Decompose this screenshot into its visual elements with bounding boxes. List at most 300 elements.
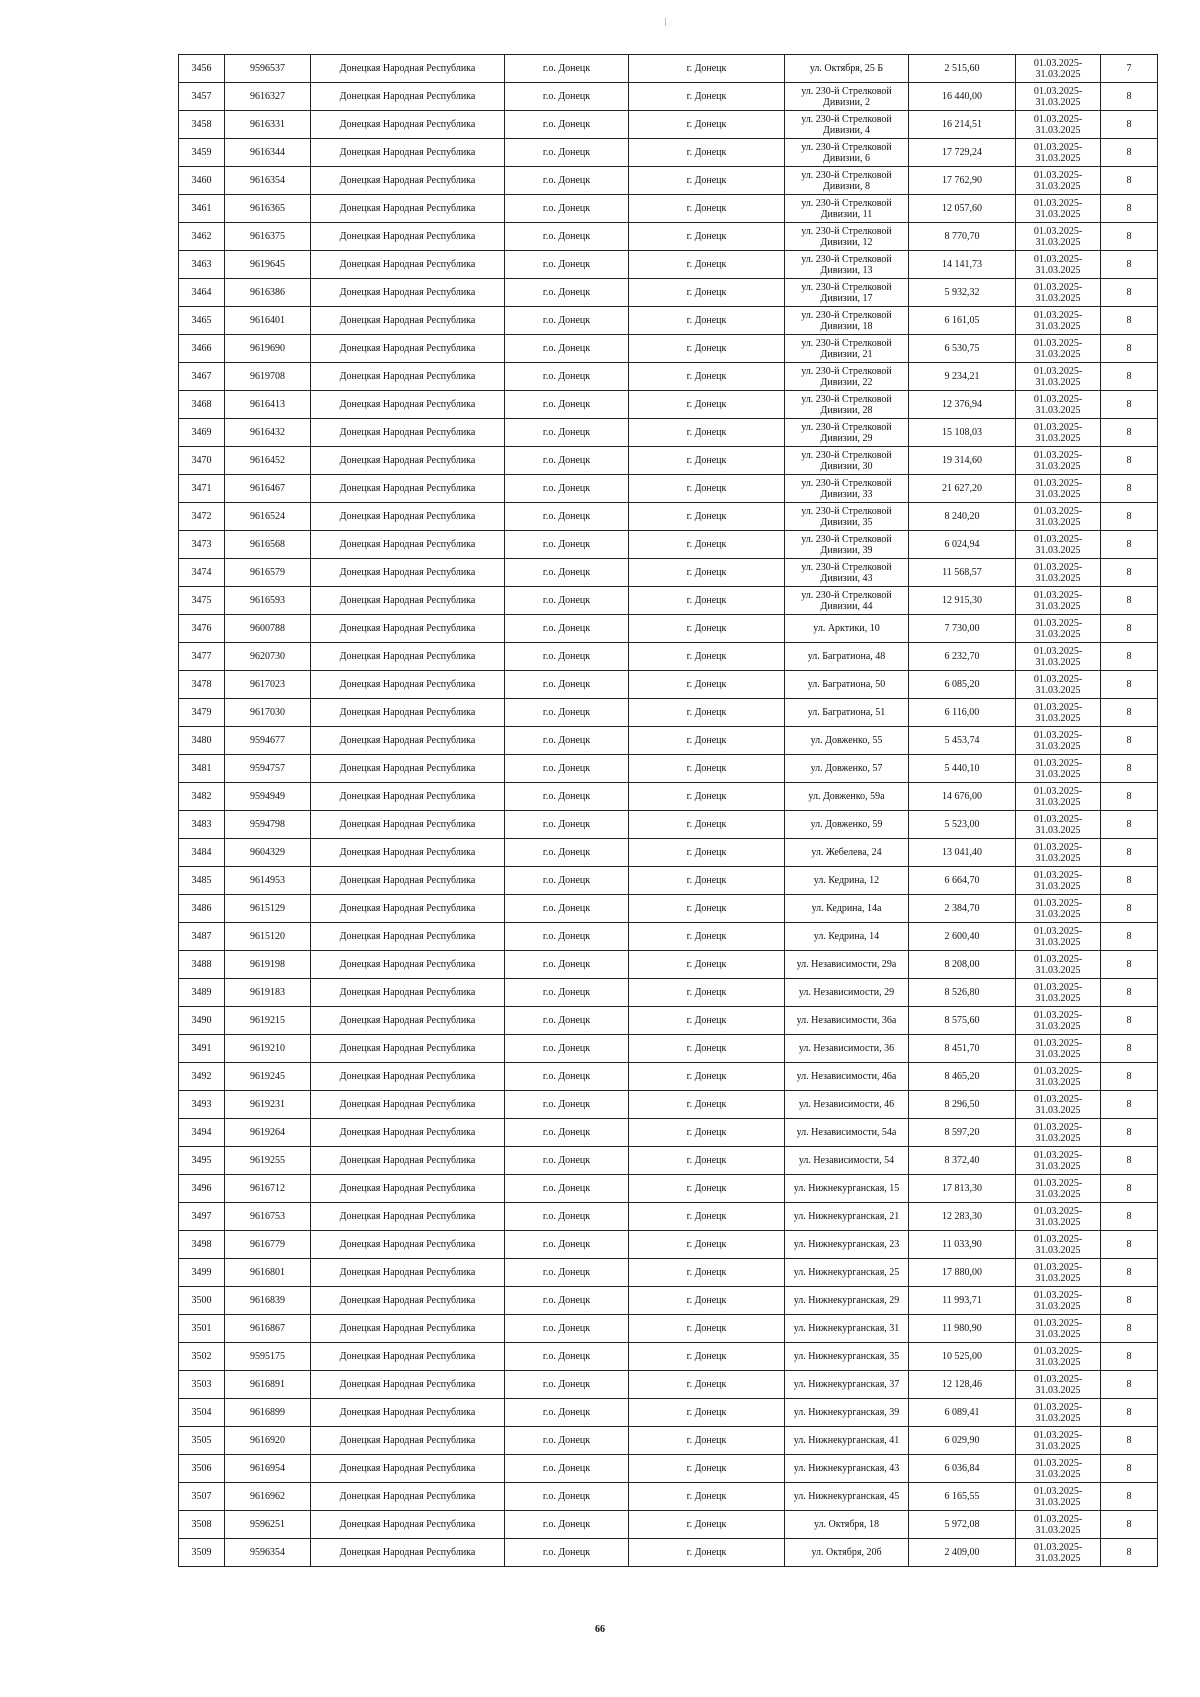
cell-period: 01.03.2025-31.03.2025 xyxy=(1016,279,1101,307)
cell-region: Донецкая Народная Республика xyxy=(311,839,505,867)
cell-object-id: 9616920 xyxy=(225,1427,311,1455)
cell-area: 5 440,10 xyxy=(909,755,1016,783)
registry-table xyxy=(178,54,1158,1567)
cell-value: 8 xyxy=(1101,755,1158,783)
cell-value: 8 xyxy=(1101,615,1158,643)
table-row xyxy=(179,1259,1158,1287)
cell-period: 01.03.2025-31.03.2025 xyxy=(1016,1147,1101,1175)
cell-municipal-district: г.о. Донецк xyxy=(505,1539,629,1567)
cell-value: 8 xyxy=(1101,1343,1158,1371)
cell-municipal-district: г.о. Донецк xyxy=(505,391,629,419)
cell-region: Донецкая Народная Республика xyxy=(311,1063,505,1091)
table-row xyxy=(179,1287,1158,1315)
cell-address: ул. Кедрина, 14 xyxy=(785,923,909,951)
table-row xyxy=(179,531,1158,559)
cell-settlement: г. Донецк xyxy=(629,1259,785,1287)
cell-address: ул. Нижнекурганская, 43 xyxy=(785,1455,909,1483)
cell-row-number: 3486 xyxy=(179,895,225,923)
table-row xyxy=(179,167,1158,195)
cell-object-id: 9616568 xyxy=(225,531,311,559)
cell-object-id: 9619245 xyxy=(225,1063,311,1091)
cell-row-number: 3492 xyxy=(179,1063,225,1091)
cell-address: ул. 230-й Стрелковой Дивизии, 21 xyxy=(785,335,909,363)
cell-value: 8 xyxy=(1101,1035,1158,1063)
cell-settlement: г. Донецк xyxy=(629,223,785,251)
table-row xyxy=(179,1147,1158,1175)
page-number: 66 xyxy=(595,1624,605,1635)
table-row xyxy=(179,1511,1158,1539)
cell-area: 6 232,70 xyxy=(909,643,1016,671)
cell-row-number: 3496 xyxy=(179,1175,225,1203)
cell-period: 01.03.2025-31.03.2025 xyxy=(1016,167,1101,195)
cell-region: Донецкая Народная Республика xyxy=(311,1007,505,1035)
table-row xyxy=(179,951,1158,979)
table-row xyxy=(179,811,1158,839)
cell-area: 8 372,40 xyxy=(909,1147,1016,1175)
cell-address: ул. Независимости, 54а xyxy=(785,1119,909,1147)
cell-municipal-district: г.о. Донецк xyxy=(505,503,629,531)
cell-settlement: г. Донецк xyxy=(629,1231,785,1259)
cell-object-id: 9616867 xyxy=(225,1315,311,1343)
cell-address: ул. Нижнекурганская, 15 xyxy=(785,1175,909,1203)
cell-row-number: 3472 xyxy=(179,503,225,531)
cell-period: 01.03.2025-31.03.2025 xyxy=(1016,1483,1101,1511)
cell-row-number: 3457 xyxy=(179,83,225,111)
cell-address: ул. 230-й Стрелковой Дивизии, 33 xyxy=(785,475,909,503)
cell-value: 8 xyxy=(1101,1539,1158,1567)
cell-region: Донецкая Народная Республика xyxy=(311,755,505,783)
cell-region: Донецкая Народная Республика xyxy=(311,1175,505,1203)
cell-period: 01.03.2025-31.03.2025 xyxy=(1016,839,1101,867)
cell-row-number: 3468 xyxy=(179,391,225,419)
cell-value: 8 xyxy=(1101,531,1158,559)
cell-period: 01.03.2025-31.03.2025 xyxy=(1016,139,1101,167)
cell-settlement: г. Донецк xyxy=(629,671,785,699)
table-row xyxy=(179,475,1158,503)
cell-area: 6 664,70 xyxy=(909,867,1016,895)
cell-address: ул. Нижнекурганская, 31 xyxy=(785,1315,909,1343)
cell-value: 8 xyxy=(1101,1427,1158,1455)
cell-municipal-district: г.о. Донецк xyxy=(505,727,629,755)
cell-area: 5 972,08 xyxy=(909,1511,1016,1539)
cell-area: 11 980,90 xyxy=(909,1315,1016,1343)
cell-period: 01.03.2025-31.03.2025 xyxy=(1016,531,1101,559)
cell-period: 01.03.2025-31.03.2025 xyxy=(1016,1315,1101,1343)
cell-region: Донецкая Народная Республика xyxy=(311,391,505,419)
cell-area: 8 597,20 xyxy=(909,1119,1016,1147)
cell-settlement: г. Донецк xyxy=(629,503,785,531)
table-row xyxy=(179,783,1158,811)
cell-row-number: 3478 xyxy=(179,671,225,699)
cell-value: 8 xyxy=(1101,1063,1158,1091)
cell-region: Донецкая Народная Республика xyxy=(311,1315,505,1343)
cell-municipal-district: г.о. Донецк xyxy=(505,1455,629,1483)
cell-municipal-district: г.о. Донецк xyxy=(505,223,629,251)
cell-period: 01.03.2025-31.03.2025 xyxy=(1016,727,1101,755)
cell-row-number: 3495 xyxy=(179,1147,225,1175)
cell-object-id: 9594757 xyxy=(225,755,311,783)
cell-area: 21 627,20 xyxy=(909,475,1016,503)
cell-object-id: 9615120 xyxy=(225,923,311,951)
cell-address: ул. Независимости, 29а xyxy=(785,951,909,979)
table-row xyxy=(179,867,1158,895)
cell-period: 01.03.2025-31.03.2025 xyxy=(1016,363,1101,391)
cell-area: 6 165,55 xyxy=(909,1483,1016,1511)
cell-municipal-district: г.о. Донецк xyxy=(505,139,629,167)
cell-address: ул. 230-й Стрелковой Дивизии, 29 xyxy=(785,419,909,447)
cell-region: Донецкая Народная Республика xyxy=(311,867,505,895)
cell-region: Донецкая Народная Республика xyxy=(311,1483,505,1511)
cell-settlement: г. Донецк xyxy=(629,1091,785,1119)
cell-settlement: г. Донецк xyxy=(629,335,785,363)
cell-municipal-district: г.о. Донецк xyxy=(505,559,629,587)
cell-municipal-district: г.о. Донецк xyxy=(505,447,629,475)
cell-area: 7 730,00 xyxy=(909,615,1016,643)
cell-value: 8 xyxy=(1101,279,1158,307)
cell-municipal-district: г.о. Донецк xyxy=(505,643,629,671)
cell-settlement: г. Донецк xyxy=(629,531,785,559)
cell-settlement: г. Донецк xyxy=(629,1315,785,1343)
cell-period: 01.03.2025-31.03.2025 xyxy=(1016,391,1101,419)
cell-object-id: 9619708 xyxy=(225,363,311,391)
cell-object-id: 9616327 xyxy=(225,83,311,111)
cell-region: Донецкая Народная Республика xyxy=(311,363,505,391)
cell-area: 15 108,03 xyxy=(909,419,1016,447)
cell-object-id: 9594798 xyxy=(225,811,311,839)
cell-period: 01.03.2025-31.03.2025 xyxy=(1016,559,1101,587)
table-row xyxy=(179,699,1158,727)
cell-settlement: г. Донецк xyxy=(629,1119,785,1147)
cell-value: 8 xyxy=(1101,1371,1158,1399)
cell-municipal-district: г.о. Донецк xyxy=(505,1287,629,1315)
cell-municipal-district: г.о. Донецк xyxy=(505,979,629,1007)
cell-region: Донецкая Народная Республика xyxy=(311,335,505,363)
cell-settlement: г. Донецк xyxy=(629,1175,785,1203)
cell-area: 12 283,30 xyxy=(909,1203,1016,1231)
cell-area: 8 208,00 xyxy=(909,951,1016,979)
cell-address: ул. 230-й Стрелковой Дивизии, 39 xyxy=(785,531,909,559)
table-row xyxy=(179,1371,1158,1399)
cell-period: 01.03.2025-31.03.2025 xyxy=(1016,55,1101,83)
cell-settlement: г. Донецк xyxy=(629,1511,785,1539)
cell-object-id: 9619198 xyxy=(225,951,311,979)
cell-area: 2 409,00 xyxy=(909,1539,1016,1567)
cell-address: ул. 230-й Стрелковой Дивизии, 4 xyxy=(785,111,909,139)
cell-settlement: г. Донецк xyxy=(629,923,785,951)
cell-settlement: г. Донецк xyxy=(629,1483,785,1511)
cell-area: 8 296,50 xyxy=(909,1091,1016,1119)
cell-address: ул. Нижнекурганская, 41 xyxy=(785,1427,909,1455)
table-row xyxy=(179,503,1158,531)
table-row xyxy=(179,1427,1158,1455)
cell-value: 8 xyxy=(1101,1091,1158,1119)
cell-period: 01.03.2025-31.03.2025 xyxy=(1016,447,1101,475)
cell-address: ул. Нижнекурганская, 29 xyxy=(785,1287,909,1315)
cell-region: Донецкая Народная Республика xyxy=(311,1035,505,1063)
cell-area: 6 161,05 xyxy=(909,307,1016,335)
cell-region: Донецкая Народная Республика xyxy=(311,83,505,111)
cell-object-id: 9616579 xyxy=(225,559,311,587)
cell-address: ул. 230-й Стрелковой Дивизии, 18 xyxy=(785,307,909,335)
cell-value: 8 xyxy=(1101,391,1158,419)
cell-area: 5 453,74 xyxy=(909,727,1016,755)
cell-area: 5 932,32 xyxy=(909,279,1016,307)
cell-object-id: 9616452 xyxy=(225,447,311,475)
cell-value: 8 xyxy=(1101,447,1158,475)
cell-value: 8 xyxy=(1101,111,1158,139)
cell-row-number: 3497 xyxy=(179,1203,225,1231)
cell-period: 01.03.2025-31.03.2025 xyxy=(1016,699,1101,727)
cell-municipal-district: г.о. Донецк xyxy=(505,251,629,279)
cell-object-id: 9619255 xyxy=(225,1147,311,1175)
cell-address: ул. Довженко, 59а xyxy=(785,783,909,811)
cell-period: 01.03.2025-31.03.2025 xyxy=(1016,1203,1101,1231)
cell-municipal-district: г.о. Донецк xyxy=(505,783,629,811)
cell-period: 01.03.2025-31.03.2025 xyxy=(1016,1091,1101,1119)
cell-area: 8 770,70 xyxy=(909,223,1016,251)
cell-region: Донецкая Народная Республика xyxy=(311,979,505,1007)
cell-region: Донецкая Народная Республика xyxy=(311,699,505,727)
table-row xyxy=(179,615,1158,643)
cell-object-id: 9616365 xyxy=(225,195,311,223)
table-row xyxy=(179,195,1158,223)
cell-period: 01.03.2025-31.03.2025 xyxy=(1016,1175,1101,1203)
cell-area: 8 465,20 xyxy=(909,1063,1016,1091)
cell-settlement: г. Донецк xyxy=(629,1035,785,1063)
table-row xyxy=(179,391,1158,419)
table-row xyxy=(179,251,1158,279)
cell-value: 8 xyxy=(1101,475,1158,503)
cell-period: 01.03.2025-31.03.2025 xyxy=(1016,811,1101,839)
cell-value: 8 xyxy=(1101,1399,1158,1427)
cell-period: 01.03.2025-31.03.2025 xyxy=(1016,1455,1101,1483)
cell-address: ул. Нижнекурганская, 37 xyxy=(785,1371,909,1399)
cell-address: ул. Октября, 18 xyxy=(785,1511,909,1539)
cell-period: 01.03.2025-31.03.2025 xyxy=(1016,1259,1101,1287)
cell-row-number: 3473 xyxy=(179,531,225,559)
cell-settlement: г. Донецк xyxy=(629,1287,785,1315)
cell-value: 8 xyxy=(1101,1007,1158,1035)
cell-settlement: г. Донецк xyxy=(629,1371,785,1399)
cell-municipal-district: г.о. Донецк xyxy=(505,55,629,83)
cell-address: ул. Нижнекурганская, 35 xyxy=(785,1343,909,1371)
table-row xyxy=(179,1203,1158,1231)
cell-address: ул. 230-й Стрелковой Дивизии, 44 xyxy=(785,587,909,615)
cell-area: 8 240,20 xyxy=(909,503,1016,531)
cell-value: 8 xyxy=(1101,363,1158,391)
cell-municipal-district: г.о. Донецк xyxy=(505,1427,629,1455)
table-row xyxy=(179,1119,1158,1147)
cell-area: 9 234,21 xyxy=(909,363,1016,391)
cell-period: 01.03.2025-31.03.2025 xyxy=(1016,1063,1101,1091)
cell-address: ул. 230-й Стрелковой Дивизии, 30 xyxy=(785,447,909,475)
cell-object-id: 9604329 xyxy=(225,839,311,867)
cell-municipal-district: г.о. Донецк xyxy=(505,307,629,335)
cell-period: 01.03.2025-31.03.2025 xyxy=(1016,335,1101,363)
cell-period: 01.03.2025-31.03.2025 xyxy=(1016,503,1101,531)
cell-period: 01.03.2025-31.03.2025 xyxy=(1016,587,1101,615)
cell-object-id: 9616344 xyxy=(225,139,311,167)
cell-settlement: г. Донецк xyxy=(629,755,785,783)
table-row xyxy=(179,643,1158,671)
cell-value: 8 xyxy=(1101,895,1158,923)
cell-region: Донецкая Народная Республика xyxy=(311,923,505,951)
cell-object-id: 9616899 xyxy=(225,1399,311,1427)
cell-row-number: 3464 xyxy=(179,279,225,307)
table-row xyxy=(179,55,1158,83)
cell-area: 6 024,94 xyxy=(909,531,1016,559)
cell-municipal-district: г.о. Донецк xyxy=(505,1119,629,1147)
table-row xyxy=(179,923,1158,951)
cell-row-number: 3488 xyxy=(179,951,225,979)
cell-municipal-district: г.о. Донецк xyxy=(505,1231,629,1259)
cell-row-number: 3481 xyxy=(179,755,225,783)
cell-area: 11 993,71 xyxy=(909,1287,1016,1315)
cell-period: 01.03.2025-31.03.2025 xyxy=(1016,195,1101,223)
cell-row-number: 3480 xyxy=(179,727,225,755)
cell-row-number: 3466 xyxy=(179,335,225,363)
cell-settlement: г. Донецк xyxy=(629,1427,785,1455)
cell-region: Донецкая Народная Республика xyxy=(311,727,505,755)
cell-settlement: г. Донецк xyxy=(629,643,785,671)
cell-value: 8 xyxy=(1101,923,1158,951)
cell-region: Донецкая Народная Республика xyxy=(311,615,505,643)
cell-value: 8 xyxy=(1101,1315,1158,1343)
cell-object-id: 9616839 xyxy=(225,1287,311,1315)
cell-region: Донецкая Народная Республика xyxy=(311,139,505,167)
table-row xyxy=(179,1483,1158,1511)
cell-region: Донецкая Народная Республика xyxy=(311,1287,505,1315)
cell-period: 01.03.2025-31.03.2025 xyxy=(1016,475,1101,503)
table-row xyxy=(179,587,1158,615)
table-row xyxy=(179,83,1158,111)
cell-address: ул. 230-й Стрелковой Дивизии, 6 xyxy=(785,139,909,167)
cell-object-id: 9616375 xyxy=(225,223,311,251)
cell-municipal-district: г.о. Донецк xyxy=(505,895,629,923)
cell-area: 8 575,60 xyxy=(909,1007,1016,1035)
cell-settlement: г. Донецк xyxy=(629,1399,785,1427)
cell-region: Донецкая Народная Республика xyxy=(311,167,505,195)
cell-value: 8 xyxy=(1101,1119,1158,1147)
cell-address: ул. Довженко, 55 xyxy=(785,727,909,755)
cell-region: Донецкая Народная Республика xyxy=(311,1231,505,1259)
cell-municipal-district: г.о. Донецк xyxy=(505,1063,629,1091)
cell-value: 8 xyxy=(1101,727,1158,755)
cell-row-number: 3505 xyxy=(179,1427,225,1455)
cell-object-id: 9600788 xyxy=(225,615,311,643)
cell-address: ул. Нижнекурганская, 23 xyxy=(785,1231,909,1259)
cell-address: ул. Независимости, 36 xyxy=(785,1035,909,1063)
cell-area: 6 085,20 xyxy=(909,671,1016,699)
cell-settlement: г. Донецк xyxy=(629,419,785,447)
cell-region: Донецкая Народная Республика xyxy=(311,1455,505,1483)
cell-municipal-district: г.о. Донецк xyxy=(505,671,629,699)
cell-period: 01.03.2025-31.03.2025 xyxy=(1016,251,1101,279)
cell-municipal-district: г.о. Донецк xyxy=(505,335,629,363)
cell-object-id: 9619183 xyxy=(225,979,311,1007)
cell-row-number: 3456 xyxy=(179,55,225,83)
cell-settlement: г. Донецк xyxy=(629,1063,785,1091)
cell-value: 8 xyxy=(1101,671,1158,699)
cell-row-number: 3475 xyxy=(179,587,225,615)
cell-area: 6 530,75 xyxy=(909,335,1016,363)
cell-address: ул. Довженко, 59 xyxy=(785,811,909,839)
cell-row-number: 3501 xyxy=(179,1315,225,1343)
cell-row-number: 3507 xyxy=(179,1483,225,1511)
cell-row-number: 3502 xyxy=(179,1343,225,1371)
cell-row-number: 3465 xyxy=(179,307,225,335)
cell-region: Донецкая Народная Республика xyxy=(311,223,505,251)
cell-settlement: г. Донецк xyxy=(629,167,785,195)
cell-object-id: 9596251 xyxy=(225,1511,311,1539)
scan-mark xyxy=(665,18,666,26)
cell-object-id: 9616467 xyxy=(225,475,311,503)
table-row xyxy=(179,727,1158,755)
cell-municipal-district: г.о. Донецк xyxy=(505,1399,629,1427)
cell-area: 2 384,70 xyxy=(909,895,1016,923)
table-row xyxy=(179,363,1158,391)
cell-area: 12 128,46 xyxy=(909,1371,1016,1399)
cell-region: Донецкая Народная Республика xyxy=(311,1539,505,1567)
table-row xyxy=(179,447,1158,475)
cell-period: 01.03.2025-31.03.2025 xyxy=(1016,755,1101,783)
cell-region: Донецкая Народная Республика xyxy=(311,1147,505,1175)
cell-settlement: г. Донецк xyxy=(629,867,785,895)
cell-municipal-district: г.о. Донецк xyxy=(505,419,629,447)
table-row xyxy=(179,671,1158,699)
cell-municipal-district: г.о. Донецк xyxy=(505,811,629,839)
cell-area: 2 600,40 xyxy=(909,923,1016,951)
cell-region: Донецкая Народная Республика xyxy=(311,531,505,559)
cell-settlement: г. Донецк xyxy=(629,1147,785,1175)
cell-row-number: 3477 xyxy=(179,643,225,671)
cell-value: 8 xyxy=(1101,419,1158,447)
cell-row-number: 3484 xyxy=(179,839,225,867)
cell-area: 11 033,90 xyxy=(909,1231,1016,1259)
cell-row-number: 3460 xyxy=(179,167,225,195)
cell-period: 01.03.2025-31.03.2025 xyxy=(1016,1427,1101,1455)
cell-settlement: г. Донецк xyxy=(629,979,785,1007)
cell-area: 6 089,41 xyxy=(909,1399,1016,1427)
cell-municipal-district: г.о. Донецк xyxy=(505,951,629,979)
cell-settlement: г. Донецк xyxy=(629,951,785,979)
cell-period: 01.03.2025-31.03.2025 xyxy=(1016,307,1101,335)
cell-period: 01.03.2025-31.03.2025 xyxy=(1016,923,1101,951)
cell-object-id: 9619690 xyxy=(225,335,311,363)
cell-area: 17 813,30 xyxy=(909,1175,1016,1203)
cell-row-number: 3493 xyxy=(179,1091,225,1119)
cell-address: ул. 230-й Стрелковой Дивизии, 2 xyxy=(785,83,909,111)
cell-municipal-district: г.о. Донецк xyxy=(505,475,629,503)
table-row xyxy=(179,1175,1158,1203)
cell-object-id: 9616413 xyxy=(225,391,311,419)
cell-municipal-district: г.о. Донецк xyxy=(505,83,629,111)
cell-period: 01.03.2025-31.03.2025 xyxy=(1016,1343,1101,1371)
table-body xyxy=(179,55,1158,1567)
cell-row-number: 3503 xyxy=(179,1371,225,1399)
cell-object-id: 9616593 xyxy=(225,587,311,615)
cell-value: 8 xyxy=(1101,223,1158,251)
cell-municipal-district: г.о. Донецк xyxy=(505,1483,629,1511)
cell-settlement: г. Донецк xyxy=(629,279,785,307)
cell-address: ул. Кедрина, 12 xyxy=(785,867,909,895)
cell-row-number: 3506 xyxy=(179,1455,225,1483)
cell-municipal-district: г.о. Донецк xyxy=(505,587,629,615)
cell-settlement: г. Донецк xyxy=(629,727,785,755)
cell-value: 8 xyxy=(1101,503,1158,531)
cell-row-number: 3509 xyxy=(179,1539,225,1567)
cell-region: Донецкая Народная Республика xyxy=(311,111,505,139)
